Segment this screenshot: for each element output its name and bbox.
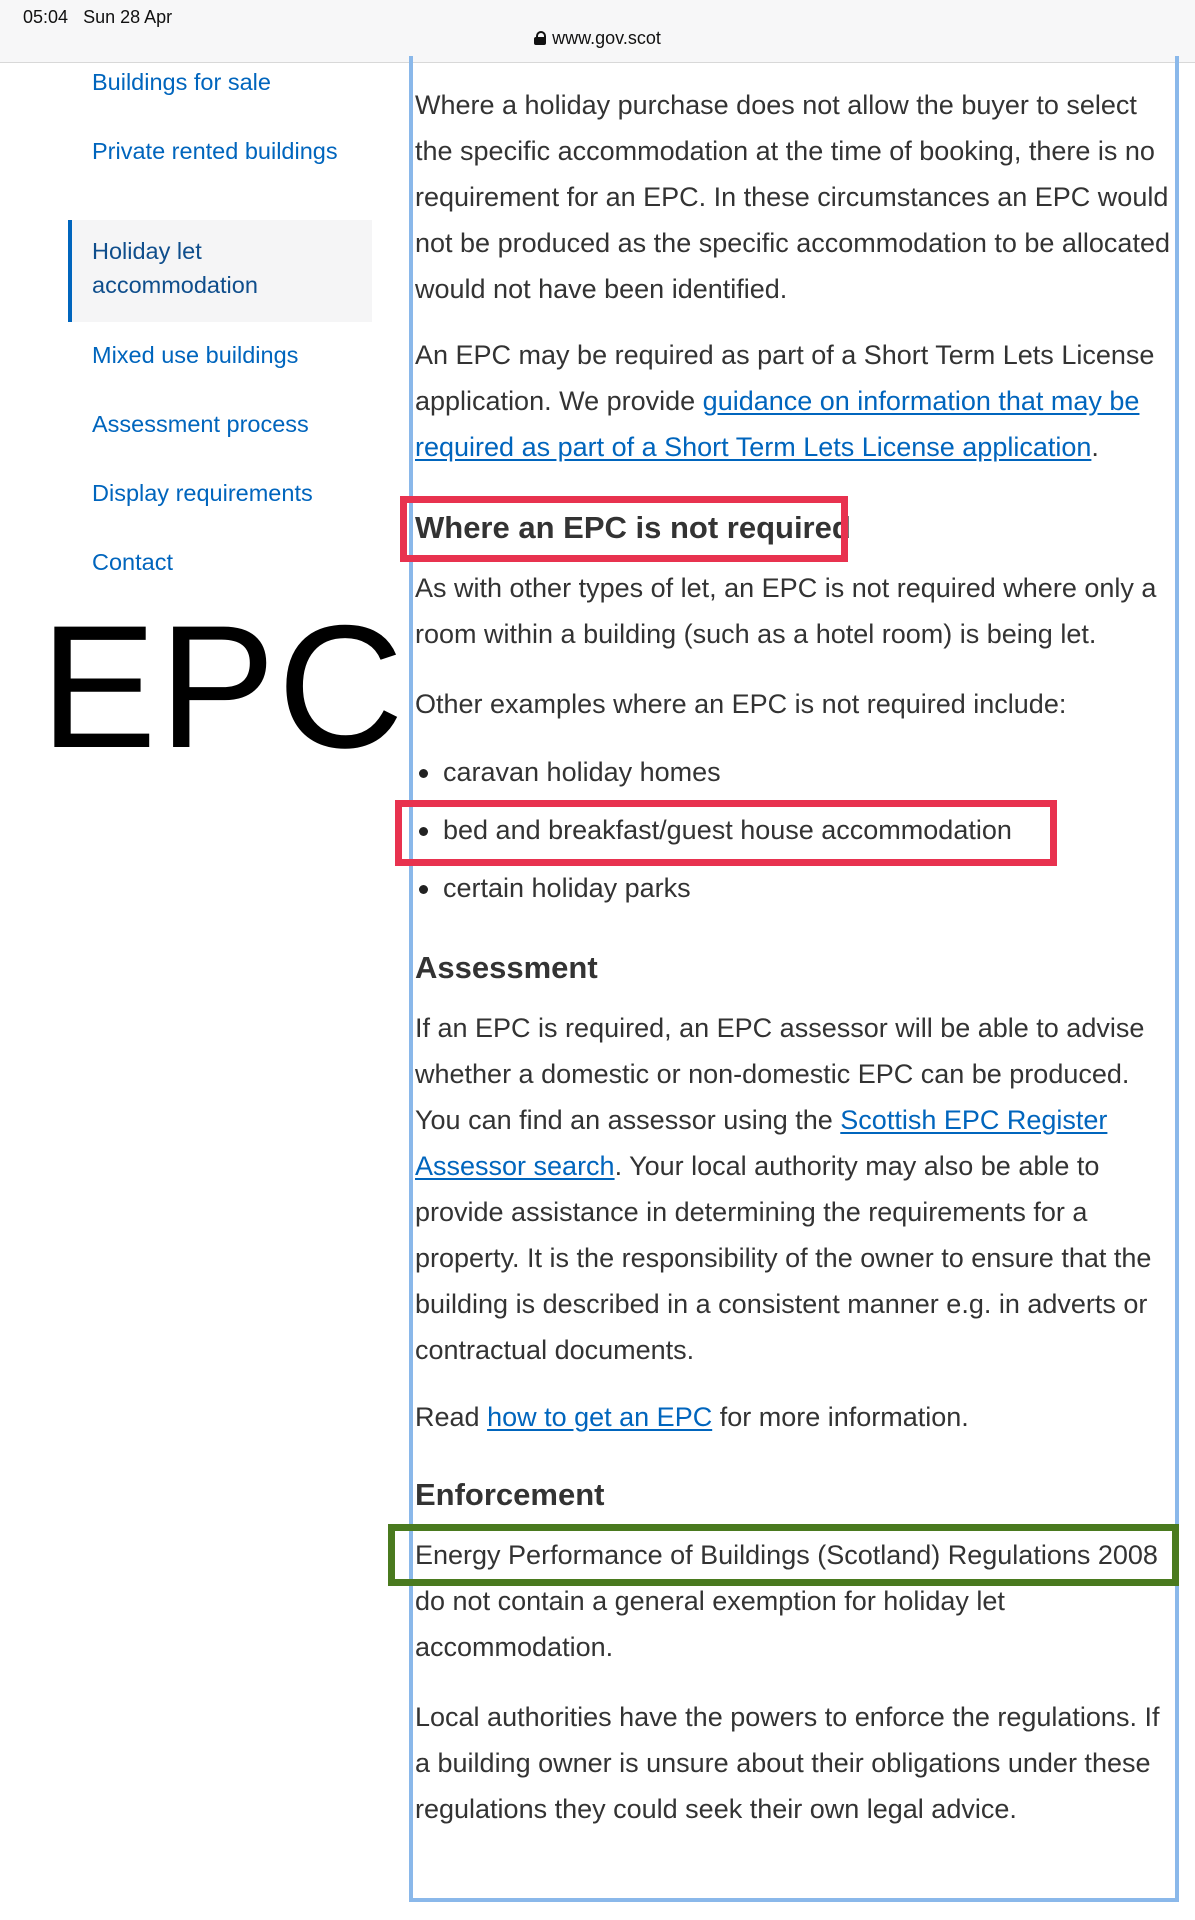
paragraph-holiday-purchase: Where a holiday purchase does not allow the buyer to select the specific accommodation at the time of booking, there is no requirement for an EPC. In these circumstances an EPC would not be produced as the specific accommodation to be allocated would not have been identified. xyxy=(415,90,1170,304)
clock: 05:04 xyxy=(23,7,69,27)
text: An EPC may be required as part of a Short Term Lets License application. We provide xyxy=(415,340,1155,416)
text: . Your local authority may also be able to provide assistance in determining the requirements for a property. It is the responsibility of the owner to ensure that the building is described in a consistent manner e.g. in adverts or contractual documents. xyxy=(415,1151,1152,1365)
epc-overlay-label: EPC xyxy=(40,590,406,785)
address-bar[interactable] xyxy=(0,28,1195,49)
sidebar-item-assessment-process[interactable]: Assessment process xyxy=(92,411,309,437)
sidebar-item-private-rented-buildings[interactable]: Private rented buildings xyxy=(92,138,338,164)
heading-enforcement: Enforcement xyxy=(415,1477,605,1512)
text: do not contain a general exemption for holiday let accommodation. xyxy=(415,1586,1005,1662)
text: . xyxy=(1091,432,1099,462)
list-item: bed and breakfast/guest house accommodation xyxy=(443,810,1012,850)
sidebar-item-mixed-use-buildings[interactable]: Mixed use buildings xyxy=(92,342,299,368)
paragraph-other-examples: Other examples where an EPC is not required include: xyxy=(415,689,1067,719)
text: for more information. xyxy=(712,1402,969,1432)
heading-where-not-required: Where an EPC is not required xyxy=(415,510,851,545)
regulations-title: Energy Performance of Buildings (Scotland) Regulations 2008 xyxy=(415,1540,1158,1570)
paragraph-short-term-lets xyxy=(415,332,1175,470)
highlight-box-regulations xyxy=(388,1524,1179,1586)
sidebar-item-buildings-for-sale[interactable]: Buildings for sale xyxy=(92,69,271,95)
status-time xyxy=(23,7,172,28)
sidebar-item-contact[interactable]: Contact xyxy=(92,549,173,575)
highlight-box-heading xyxy=(400,496,848,562)
link-assessor-search[interactable]: Scottish EPC Register Assessor search xyxy=(415,1105,1108,1181)
sidebar-item-display-requirements[interactable]: Display requirements xyxy=(92,480,313,506)
paragraph-read-more xyxy=(415,1394,1175,1440)
text: Read xyxy=(415,1402,488,1432)
lock-icon xyxy=(534,31,546,45)
list-item: caravan holiday homes xyxy=(443,752,721,792)
heading-assessment: Assessment xyxy=(415,950,598,985)
date: Sun 28 Apr xyxy=(83,7,173,27)
text: If an EPC is required, an EPC assessor will be able to advise whether a domestic or non-domestic EPC can be produced. You can find an assessor using the xyxy=(415,1013,1145,1135)
highlight-box-bnb xyxy=(395,800,1057,866)
status-bar xyxy=(0,0,1195,63)
sidebar-item-holiday-let-accommodation[interactable] xyxy=(68,220,372,322)
paragraph-local-authorities: Local authorities have the powers to enforce the regulations. If a building owner is unsure about their obligations under these regulations they could seek their own legal advice. xyxy=(415,1702,1160,1824)
url-text: www.gov.scot xyxy=(552,28,661,48)
list-item: certain holiday parks xyxy=(443,868,691,908)
link-stl-guidance[interactable]: guidance on information that may be required as part of a Short Term Lets License application xyxy=(415,386,1140,462)
link-how-to-get-epc[interactable]: how to get an EPC xyxy=(487,1402,713,1432)
sidebar-item-label: Holiday let accommodation xyxy=(92,238,258,298)
paragraph-assessment xyxy=(415,1005,1175,1373)
paragraph-room-within: As with other types of let, an EPC is not required where only a room within a building (such as a hotel room) is being let. xyxy=(415,573,1157,649)
